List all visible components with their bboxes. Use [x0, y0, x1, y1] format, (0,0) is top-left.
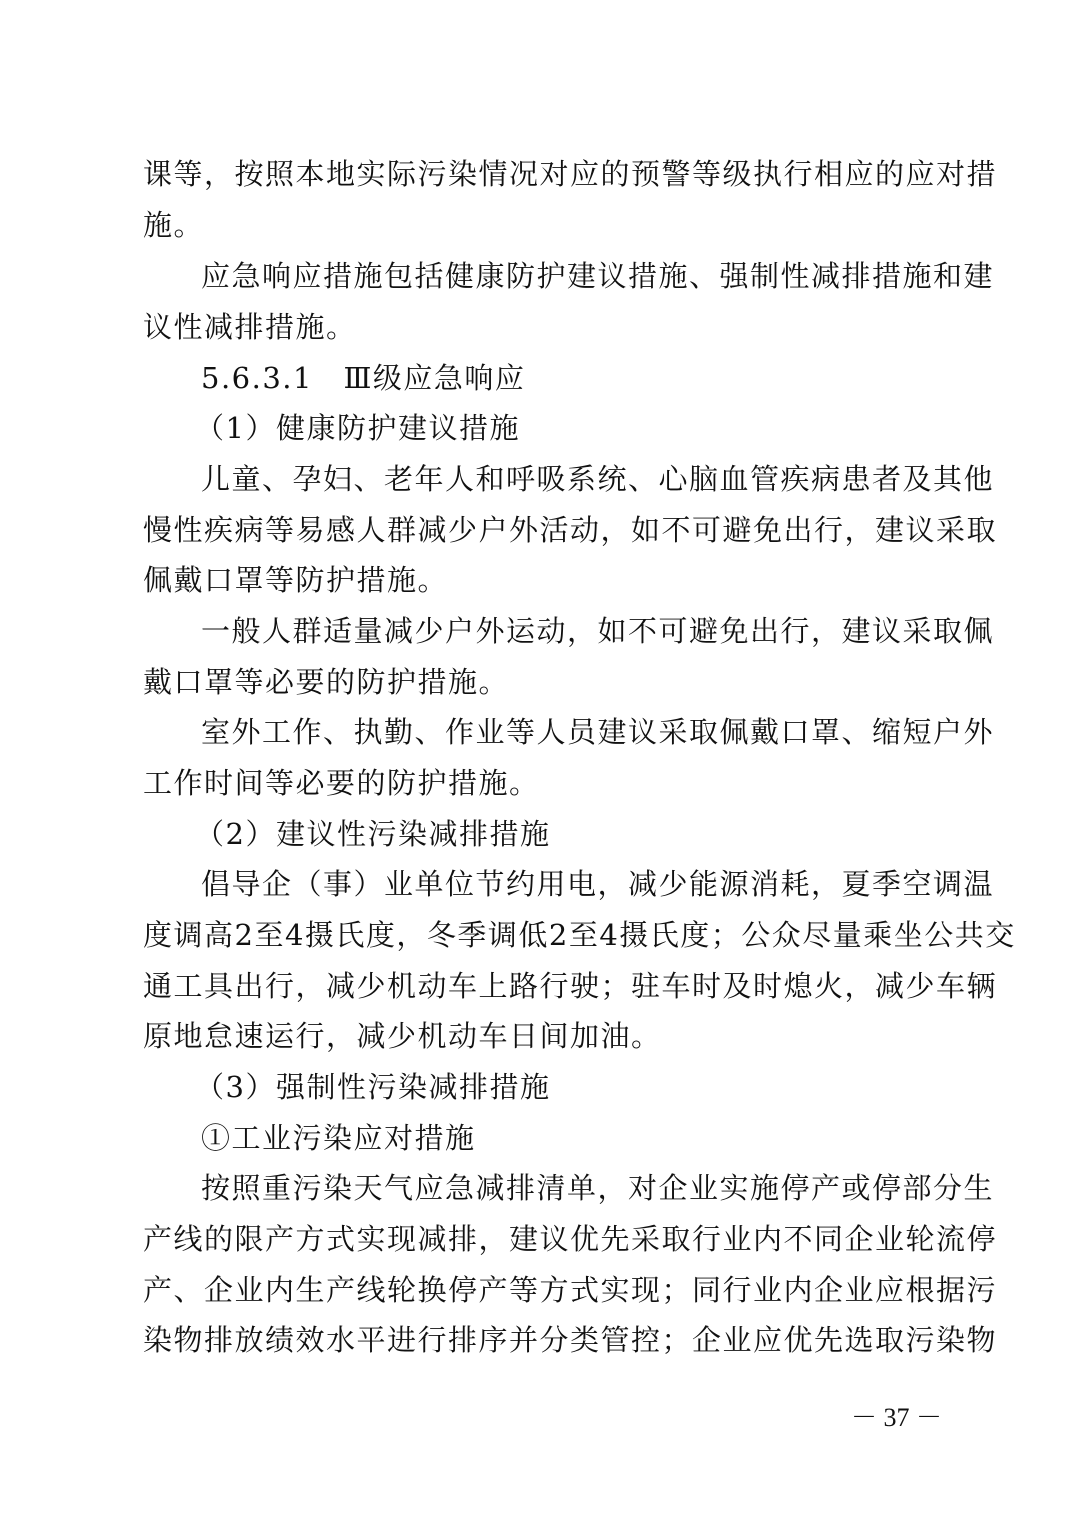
body-text-line: 原地怠速运行，减少机动车日间加油。: [143, 1019, 662, 1053]
body-text-line: 染物排放绩效水平进行排序并分类管控；企业应优先选取污染物: [143, 1323, 998, 1357]
body-text-line: 倡导企（事）业单位节约用电，减少能源消耗，夏季空调温: [201, 867, 995, 901]
page-number: － 37 －: [850, 1403, 942, 1432]
body-text-line: 课等，按照本地实际污染情况对应的预警等级执行相应的应对措: [143, 157, 998, 191]
body-text-line: 佩戴口罩等防护措施。: [143, 563, 449, 597]
body-text-line: 产线的限产方式实现减排，建议优先采取行业内不同企业轮流停: [143, 1222, 998, 1256]
body-text-line: 慢性疾病等易感人群减少户外活动，如不可避免出行，建议采取: [143, 513, 998, 547]
item-heading: ①工业污染应对措施: [201, 1121, 476, 1155]
body-text-line: 工作时间等必要的防护措施。: [143, 766, 540, 800]
body-text-line: 应急响应措施包括健康防护建议措施、强制性减排措施和建: [201, 259, 995, 293]
body-text-line: 按照重污染天气应急减排清单，对企业实施停产或停部分生: [201, 1171, 995, 1205]
body-text-line: 戴口罩等必要的防护措施。: [143, 665, 510, 699]
subsection-heading: （1）健康防护建议措施: [195, 411, 520, 445]
body-text-line: 儿童、孕妇、老年人和呼吸系统、心脑血管疾病患者及其他: [201, 462, 995, 496]
body-text-line: 通工具出行，减少机动车上路行驶；驻车时及时熄火，减少车辆: [143, 969, 998, 1003]
body-text-line: 议性减排措施。: [143, 310, 357, 344]
body-text-line: 产、企业内生产线轮换停产等方式实现；同行业内企业应根据污: [143, 1273, 998, 1307]
subsection-heading: （3）强制性污染减排措施: [195, 1070, 551, 1104]
section-heading: 5.6.3.1 Ⅲ级应急响应: [201, 361, 526, 395]
body-text-line: 施。: [143, 208, 205, 242]
body-text-line: 度调高2至4摄氏度，冬季调低2至4摄氏度；公众尽量乘坐公共交: [143, 918, 1016, 952]
body-text-line: 室外工作、执勤、作业等人员建议采取佩戴口罩、缩短户外: [201, 715, 995, 749]
body-text-line: 一般人群适量减少户外运动，如不可避免出行，建议采取佩: [201, 614, 995, 648]
subsection-heading: （2）建议性污染减排措施: [195, 817, 551, 851]
